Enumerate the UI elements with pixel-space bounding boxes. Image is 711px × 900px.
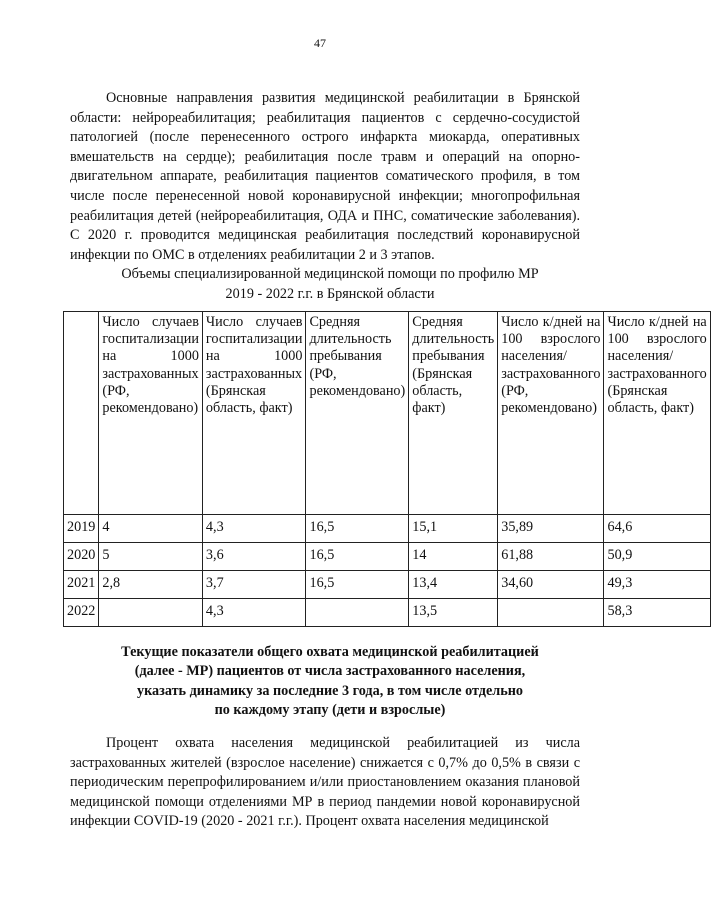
table-cell: 34,60	[498, 571, 604, 599]
table-cell: 49,3	[604, 571, 710, 599]
table-header-row	[64, 312, 711, 515]
table-row	[64, 543, 711, 571]
table-header-cell: Число к/дней на 100 взрослого населения/застрахованного (РФ, рекомендовано)	[498, 312, 604, 515]
table-cell: 14	[409, 543, 498, 571]
table-cell-year: 2022	[64, 599, 99, 627]
table-cell: 58,3	[604, 599, 710, 627]
table-cell-year: 2020	[64, 543, 99, 571]
table-caption	[60, 265, 600, 304]
table-cell: 61,88	[498, 543, 604, 571]
table-caption-line-1: Объемы специализированной медицинской помощи по профилю МР	[121, 266, 539, 282]
table-cell: 16,5	[306, 515, 409, 543]
table-cell: 3,7	[202, 571, 306, 599]
intro-paragraph: Основные направления развития медицинской реабилитации в Брянской области: нейрореабилитация; реабилитация пациентов с сердечно-сосудистой патологией (после перенесенного острого инфаркта миокарда, оперативных вмешательств на сердце); реабилитация после травм и операций на опорно-двигательном аппарате, реабилитация пациентов соматического профиля, в том числе после перенесенной новой коронавирусной инфекции; многопрофильная реабилитация детей (нейрореабилитация, ОДА и ПНС, соматические заболевания). С 2020 г. проводится медицинская реабилитация последствий коронавирусной инфекции по ОМС в отделениях реабилитации 2 и 3 этапов.	[70, 90, 580, 263]
table-cell: 13,4	[409, 571, 498, 599]
section-heading-line-2: (далее - МР) пациентов от числа застрахованного населения,	[134, 663, 526, 680]
table-cell: 16,5	[306, 571, 409, 599]
table-header-cell: Средняя длительность пребывания (РФ, рекомендовано)	[306, 312, 409, 515]
rehab-volume-table	[63, 311, 711, 627]
table-cell	[306, 599, 409, 627]
closing-paragraph: Процент охвата населения медицинской реабилитацией из числа застрахованных жителей (взрослое население) снижается с 0,7% до 0,5% в связи с периодическим перепрофилированием и/или приостановлением оказания плановой медицинской помощи отделениями МР в период пандемии новой коронавирусной инфекции COVID-19 (2020 - 2021 г.г.). Процент охвата населения медицинской	[70, 735, 580, 830]
table-cell: 2,8	[99, 571, 203, 599]
table-row	[64, 515, 711, 543]
table-caption-line-2: 2019 - 2022 г.г. в Брянской области	[225, 285, 435, 302]
section-heading-line-4: по каждому этапу (дети и взрослые)	[214, 702, 446, 719]
table-header-cell: Средняя длительность пребывания (Брянская область, факт)	[409, 312, 498, 515]
section-heading-line-1: Текущие показатели общего охвата медицинской реабилитацией	[121, 644, 539, 660]
page-number: 47	[314, 36, 326, 50]
table-cell: 64,6	[604, 515, 710, 543]
table-cell: 16,5	[306, 543, 409, 571]
section-heading	[60, 643, 600, 721]
table-header-cell: Число случаев госпитализации на 1000 застрахованных (Брянская область, факт)	[202, 312, 306, 515]
table-cell	[498, 599, 604, 627]
table-row	[64, 599, 711, 627]
table-header-cell	[64, 312, 99, 515]
table-cell: 5	[99, 543, 203, 571]
table-cell: 50,9	[604, 543, 710, 571]
table-cell: 4	[99, 515, 203, 543]
table-cell	[99, 599, 203, 627]
table-cell: 4,3	[202, 599, 306, 627]
table-cell: 15,1	[409, 515, 498, 543]
table-header-cell: Число к/дней на 100 взрослого населения/застрахованного (Брянская область, факт)	[604, 312, 710, 515]
table-header-cell: Число случаев госпитализации на 1000 застрахованных (РФ, рекомендовано)	[99, 312, 203, 515]
section-heading-line-3: указать динамику за последние 3 года, в том числе отдельно	[137, 682, 523, 699]
table-cell-year: 2021	[64, 571, 99, 599]
table-row	[64, 571, 711, 599]
table-cell: 13,5	[409, 599, 498, 627]
table-cell: 35,89	[498, 515, 604, 543]
table-cell: 3,6	[202, 543, 306, 571]
table-cell-year: 2019	[64, 515, 99, 543]
table-cell: 4,3	[202, 515, 306, 543]
